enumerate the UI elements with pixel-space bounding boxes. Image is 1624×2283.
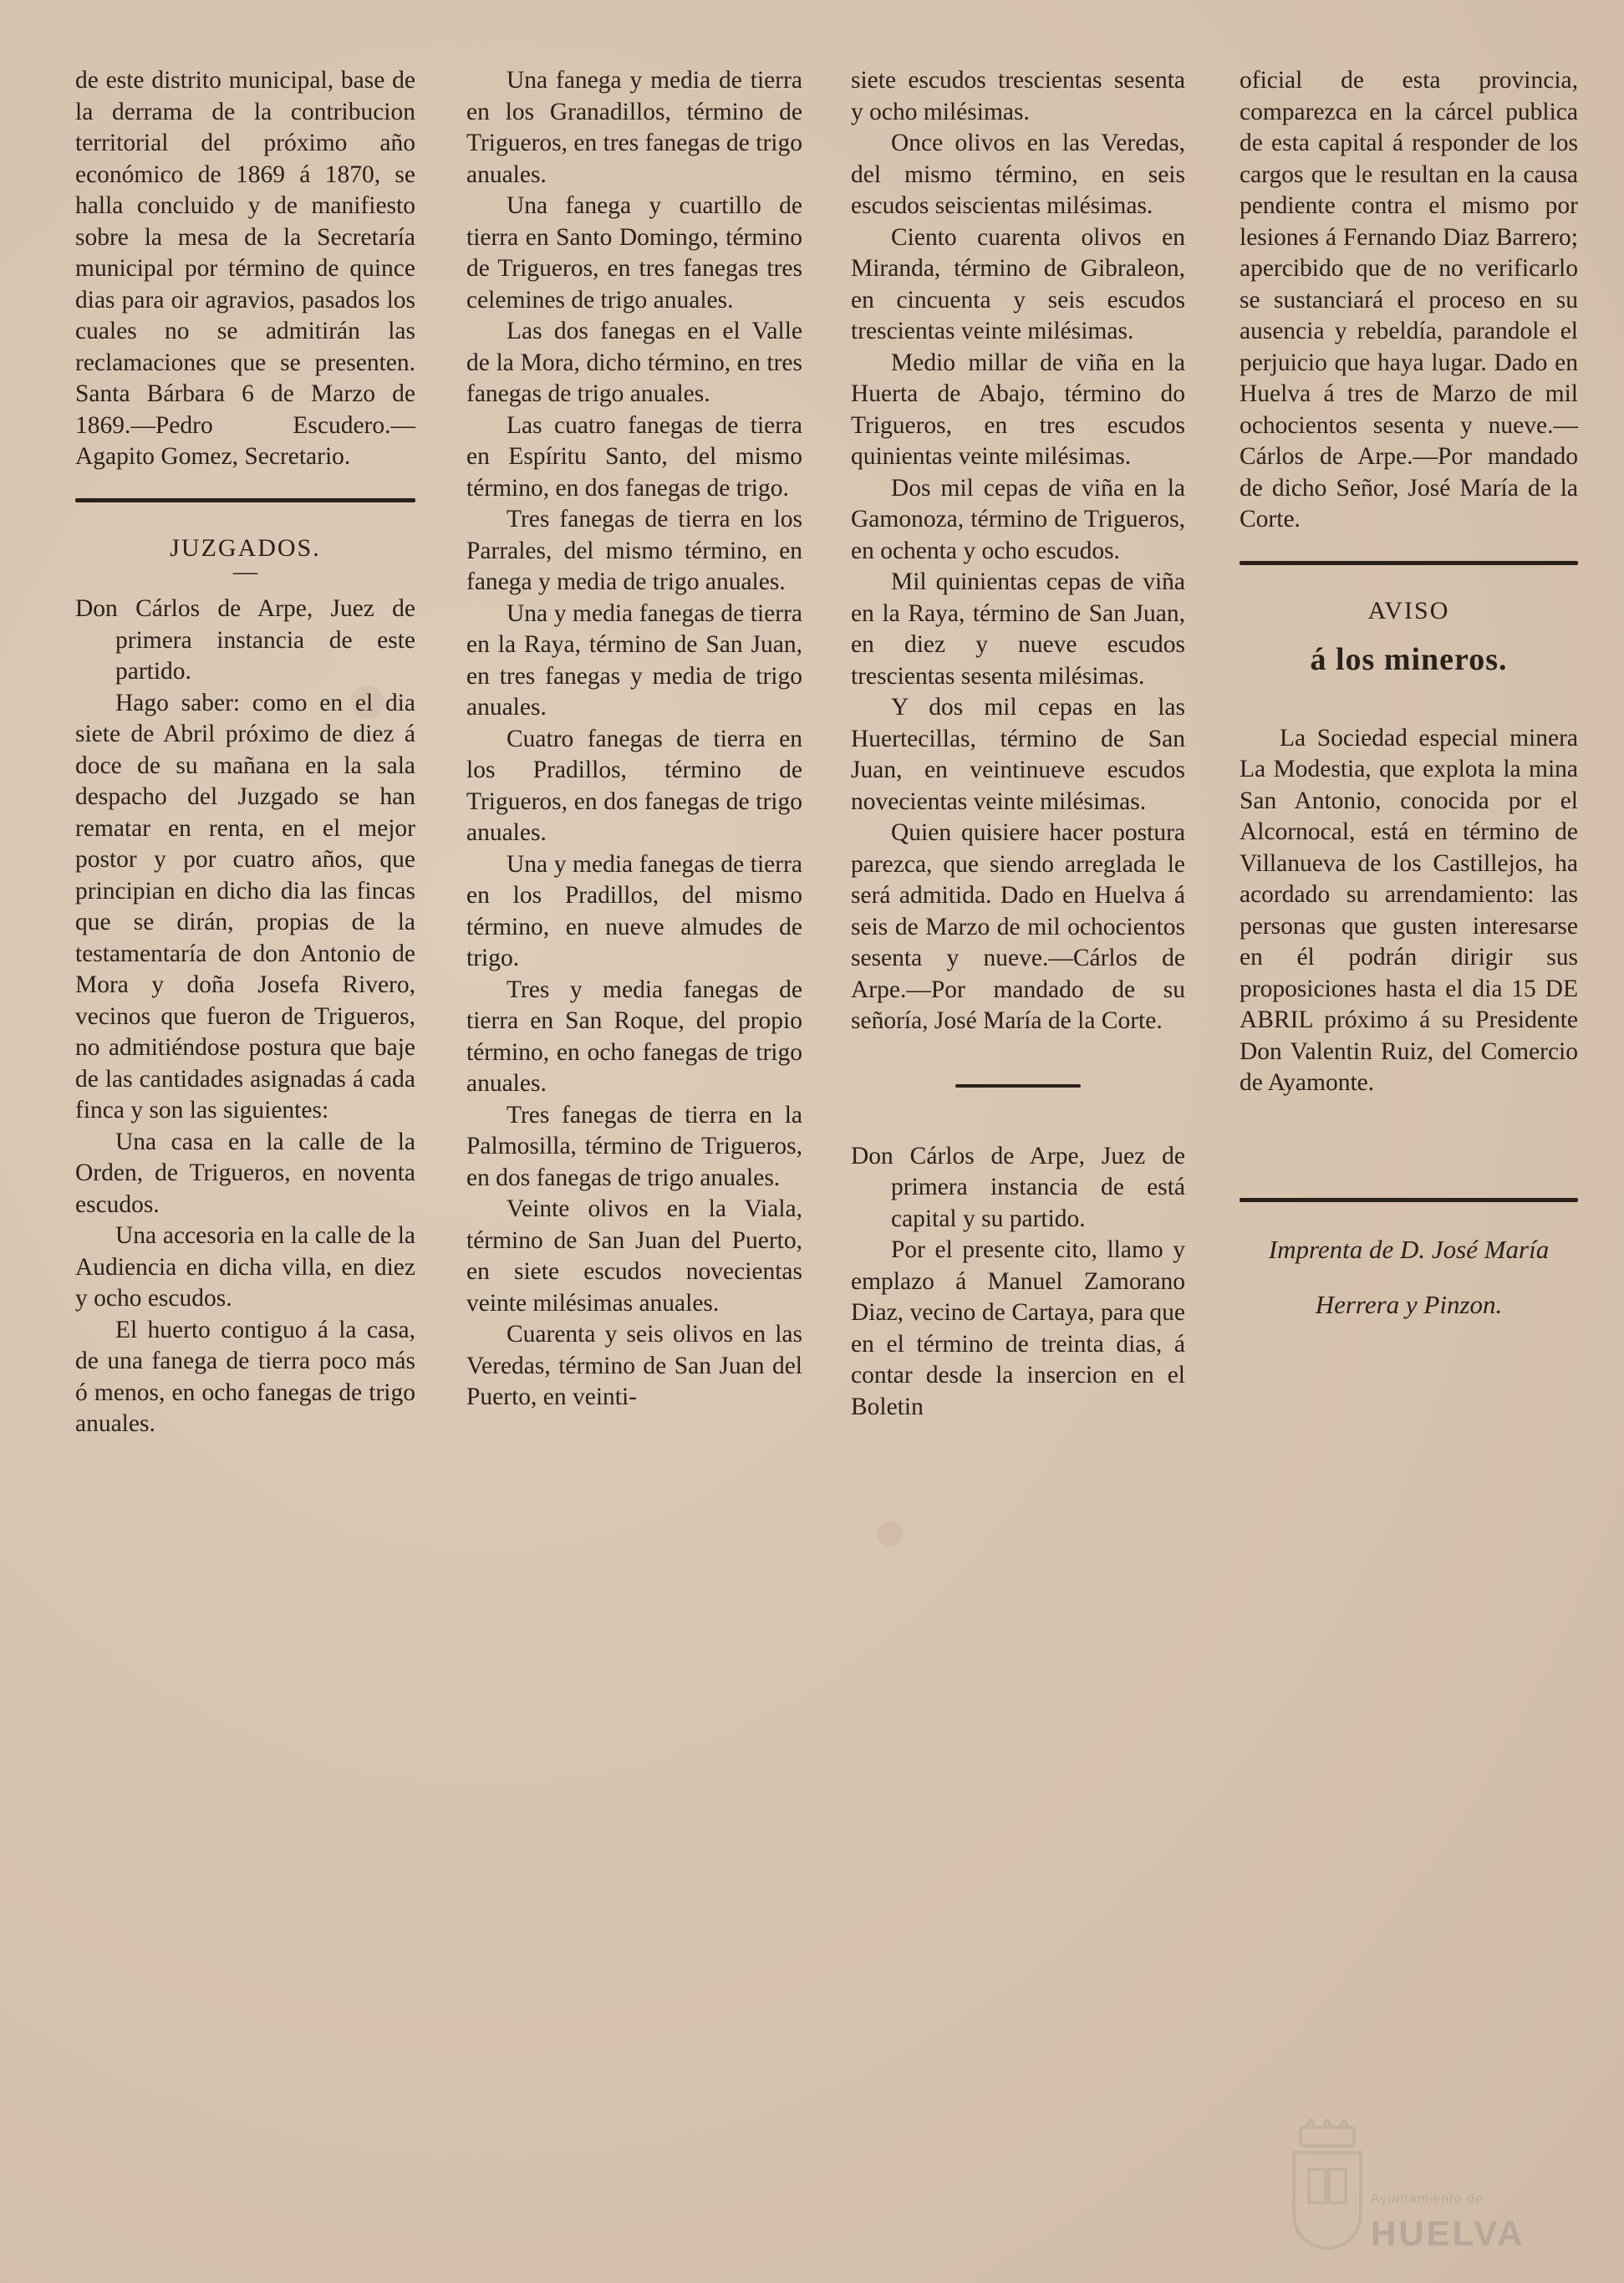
edict-title: Don Cárlos de Arpe, Juez de primera instancia de está capital y su partido.	[851, 1142, 1185, 1232]
paragraph: Hago saber: como en el dia siete de Abril próximo de diez á doce de su mañana en la sala despacho del Juzgado se han rematar en renta, en el mejor postor y por cuatro años, que principian en dicho dia las fincas que se dirán, propias de la testamentaría de don Antonio de Mora y doña Josefa Rivero, vecinos que fueron de Trigueros, no admitiéndose postura que baje de las cantidades asignadas á cada finca y son las siguientes:	[75, 689, 415, 1124]
paragraph: Dos mil cepas de viña en la Gamonoza, término de Trigueros, en ochenta y ocho escudos.	[851, 474, 1185, 564]
short-divider	[955, 1084, 1081, 1088]
edict-title: Don Cárlos de Arpe, Juez de primera instancia de este partido.	[75, 595, 415, 685]
paragraph: Quien quisiere hacer postura parezca, que siendo arreglada le será admitida. Dado en Huelva á seis de Marzo de mil ochocientos sesenta y nueve.—Cárlos de Arpe.—Por mandado de su señoría, José María de la Corte.	[851, 819, 1185, 1034]
paragraph: Tres y media fanegas de tierra en San Roque, del propio término, en ocho fanegas de trigo anuales.	[466, 976, 802, 1097]
notice-heading: AVISO	[1367, 596, 1450, 624]
paragraph: Y dos mil cepas en las Huertecillas, término de San Juan, en veintinueve escudos novecientas veinte milésimas.	[851, 694, 1185, 815]
printer-line-1: Imprenta de D. José María	[1268, 1234, 1550, 1264]
paragraph: Una y media fanegas de tierra en los Pradillos, del mismo término, en nueve almudes de trigo.	[466, 850, 802, 971]
paragraph: Once olivos en las Veredas, del mismo término, en seis escudos seiscientas milésimas.	[851, 130, 1185, 219]
divider	[1240, 561, 1578, 565]
paragraph: de este distrito municipal, base de la derrama de la contribucion territorial del próximo año económico de 1869 á 1870, se halla concluido y de manifiesto sobre la mesa de la Secretaría municipal por término de quince dias para oir agravios, pasados los cuales no se admitirán las reclamaciones que se presenten. Santa Bárbara 6 de Marzo de 1869.—Pedro Escudero.—Agapito Gomez, Secretario.	[75, 67, 415, 470]
paragraph: La Sociedad especial minera La Modestia, que explota la mina San Antonio, conocida por el Alcornocal, está en término de Villanueva de los Castillejos, ha acordado su arrendamiento: las personas que gusten interesarse en él podrán dirigir sus proposiciones hasta el dia 15 DE ABRIL próximo á su Presidente Don Valentin Ruiz, del Comercio de Ayamonte.	[1240, 724, 1578, 1096]
paragraph: Tres fanegas de tierra en la Palmosilla, término de Trigueros, en dos fanegas de trigo anuales.	[466, 1101, 802, 1191]
paragraph: Cuarenta y seis olivos en las Veredas, término de San Juan del Puerto, en veinti-	[466, 1321, 802, 1410]
paragraph: Por el presente cito, llamo y emplazo á Manuel Zamorano Diaz, vecino de Cartaya, para que en el término de treinta dias, á contar desde la insercion en el Boletin	[851, 1236, 1185, 1420]
watermark-name: HUELVA	[1371, 2214, 1525, 2253]
divider	[75, 498, 415, 502]
paragraph: Mil quinientas cepas de viña en la Raya, término de San Juan, en diez y nueve escudos trescientas sesenta milésimas.	[851, 568, 1185, 690]
paragraph: Una accesoria en la calle de la Audiencia en dicha villa, en diez y ocho escudos.	[75, 1222, 415, 1312]
paragraph: oficial de esta provincia, comparezca en la cárcel publica de esta capital á responder de los cargos que le resultan en la causa pendiente contra el mismo por lesiones á Fernando Diaz Barrero; apercibido que de no verificarlo se sustanciará el proceso en su ausencia y rebeldía, parandole el perjuicio que haya lugar. Dado en Huelva á tres de Marzo de mil ochocientos sesenta y nueve.—Cárlos de Arpe.—Por mandado de dicho Señor, José María de la Corte.	[1240, 67, 1578, 533]
paragraph: Las dos fanegas en el Valle de la Mora, dicho término, en tres fanegas de trigo anuales.	[466, 318, 802, 407]
paragraph: Una casa en la calle de la Orden, de Trigueros, en noventa escudos.	[75, 1128, 415, 1218]
column-4	[1240, 65, 1578, 1333]
paragraph: Una y media fanegas de tierra en la Raya, término de San Juan, en tres fanegas y media de trigo anuales.	[466, 599, 802, 721]
notice-subheading: á los mineros.	[1310, 642, 1508, 677]
section-heading-juzgados: JUZGADOS.	[170, 533, 321, 562]
paragraph: siete escudos trescientas sesenta y ocho milésimas.	[851, 67, 1185, 125]
paragraph: Una fanega y cuartillo de tierra en Santo Domingo, término de Trigueros, en tres fanegas tres celemines de trigo anuales.	[466, 192, 802, 313]
column-2	[466, 65, 802, 1414]
heading-dash: —	[232, 558, 258, 585]
watermark-caption: Ayuntamiento de	[1371, 2192, 1484, 2206]
paragraph: Tres fanegas de tierra en los Parrales, del mismo término, en fanega y media de trigo anuales.	[466, 506, 802, 595]
paragraph: Ciento cuarenta olivos en Miranda, término de Gibraleon, en cincuenta y seis escudos trescientas veinte milésimas.	[851, 223, 1185, 344]
column-1	[75, 65, 415, 1440]
paragraph: Las cuatro fanegas de tierra en Espíritu Santo, del mismo término, en dos fanegas de trigo.	[466, 411, 802, 502]
printer-line-2: Herrera y Pinzon.	[1315, 1289, 1503, 1319]
paragraph: El huerto contiguo á la casa, de una fanega de tierra poco más ó menos, en ocho fanegas de trigo anuales.	[75, 1316, 415, 1437]
paragraph: Medio millar de viña en la Huerta de Abajo, término do Trigueros, en tres escudos quinientas veinte milésimas.	[851, 349, 1185, 470]
paragraph: Veinte olivos en la Viala, término de San Juan del Puerto, en siete escudos novecientas veinte milésimas anuales.	[466, 1195, 802, 1317]
paragraph: Una fanega y media de tierra en los Granadillos, término de Trigueros, en tres fanegas de trigo anuales.	[466, 67, 802, 188]
paragraph: Cuatro fanegas de tierra en los Pradillos, término de Trigueros, en dos fanegas de trigo anuales.	[466, 725, 802, 846]
divider	[1240, 1198, 1578, 1202]
column-3	[851, 65, 1185, 1423]
